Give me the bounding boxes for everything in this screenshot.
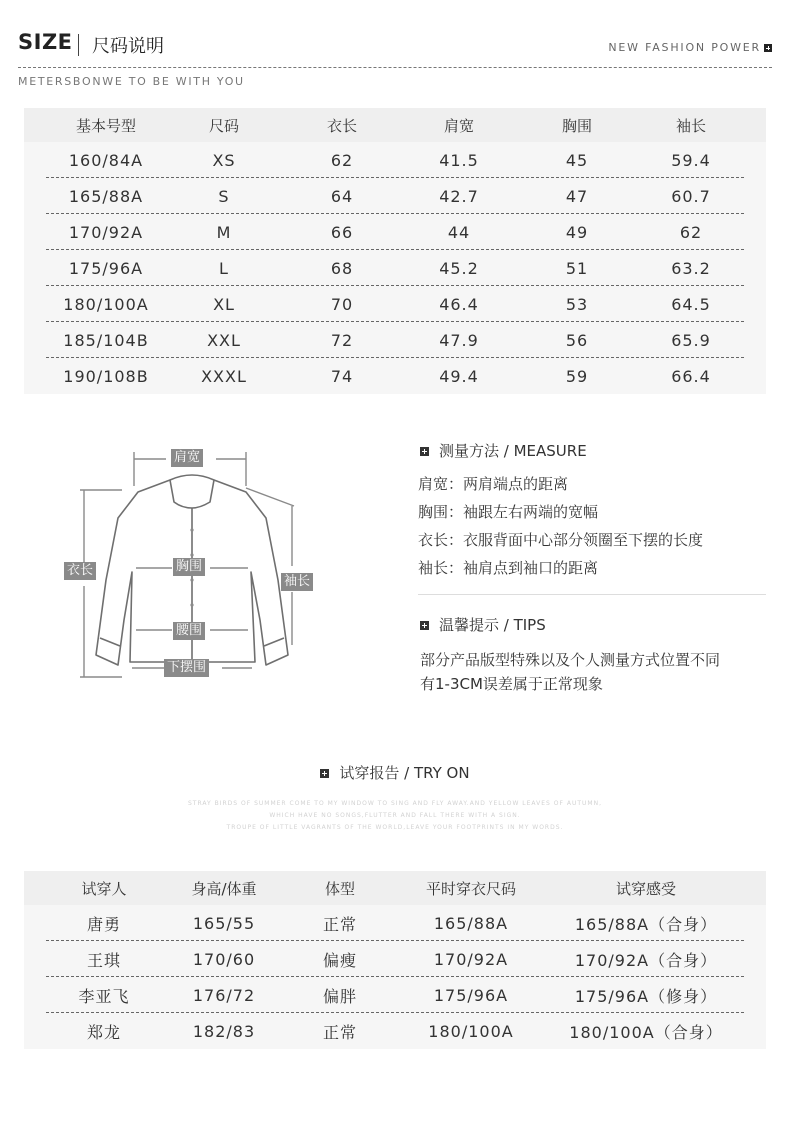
table-row: [24, 358, 766, 394]
chest-label: 胸围: [173, 558, 205, 576]
hem-label: 下摆围: [164, 659, 209, 677]
table-cell: 165/88A: [68, 186, 144, 206]
brand-slogan: METERSBONWE TO BE WITH YOU: [18, 75, 245, 88]
header-cell: 平时穿衣尺码: [425, 879, 516, 898]
header-cell: 衣长: [326, 116, 357, 135]
table-cell: 175/96A（修身）: [574, 986, 718, 1006]
table-cell: 165/88A: [433, 913, 509, 933]
table-row: [24, 905, 766, 941]
table-cell: 64.5: [671, 294, 711, 314]
decorative-text: STRAY BIRDS OF SUMMER COME TO MY WINDOW TO SING AND FLY AWAY.AND YELLOW LEAVES OF AUTUMN,: [188, 800, 602, 807]
table-cell: 170/60: [192, 949, 256, 969]
header-cell: 试穿人: [81, 879, 127, 898]
table-cell: 42.7: [439, 186, 479, 206]
table-row: [24, 1013, 766, 1049]
measure-line: 肩宽：两肩端点的距离: [418, 475, 569, 493]
shoulder-label: 肩宽: [171, 449, 203, 467]
table-cell: 45: [565, 150, 589, 170]
header-cell: 袖长: [675, 116, 706, 135]
header-cell: 肩宽: [443, 116, 474, 135]
tryon-table: [24, 871, 766, 1049]
table-cell: 60.7: [671, 186, 711, 206]
tips-line: 有1-3CM误差属于正常现象: [420, 675, 603, 693]
measure-heading: [420, 440, 587, 461]
table-cell: 70: [330, 294, 354, 314]
garment-measurement-diagram: [60, 440, 330, 690]
table-cell: 165/55: [192, 913, 256, 933]
table-cell: 182/83: [192, 1021, 256, 1041]
tips-line: 部分产品版型特殊以及个人测量方式位置不同: [420, 651, 721, 669]
tryon-heading-text: 试穿报告 / TRY ON: [339, 764, 470, 782]
table-cell: 正常: [322, 1022, 357, 1042]
table-cell: 65.9: [671, 330, 711, 350]
table-cell: 170/92A: [68, 222, 144, 242]
table-row: [24, 142, 766, 178]
table-cell: 180/100A（合身）: [569, 1022, 723, 1042]
table-cell: 47: [565, 186, 589, 206]
table-cell: 李亚飞: [78, 986, 130, 1006]
table-cell: 49.4: [439, 366, 479, 386]
table-cell: 45.2: [439, 258, 479, 278]
table-cell: 正常: [322, 914, 357, 934]
size-table: [24, 108, 766, 394]
table-cell: 53: [565, 294, 589, 314]
tips-body: [420, 648, 760, 696]
table-cell: XL: [213, 294, 235, 314]
waist-label: 腰围: [173, 622, 205, 640]
table-cell: 66: [330, 222, 354, 242]
length-label: 衣长: [64, 562, 96, 580]
table-cell: 185/104B: [63, 330, 149, 350]
table-row: [24, 977, 766, 1013]
table-cell: 62: [679, 222, 703, 242]
table-cell: S: [218, 186, 230, 206]
table-cell: 56: [565, 330, 589, 350]
table-cell: 59: [565, 366, 589, 386]
table-cell: L: [219, 258, 229, 278]
table-cell: 王琪: [86, 950, 121, 970]
table-row: [24, 286, 766, 322]
size-table-header: [24, 108, 766, 142]
table-cell: XXL: [207, 330, 241, 350]
size-subtitle: 尺码说明: [92, 36, 164, 57]
table-cell: 64: [330, 186, 354, 206]
table-cell: 160/84A: [68, 150, 144, 170]
header-dashed-divider: [18, 67, 772, 68]
table-row: [24, 214, 766, 250]
table-row: [24, 250, 766, 286]
plus-square-icon: [764, 44, 772, 52]
table-cell: 偏胖: [322, 986, 357, 1006]
header-cell: 尺码: [208, 116, 239, 135]
table-cell: 180/100A: [428, 1021, 514, 1041]
table-cell: 170/92A: [433, 949, 509, 969]
header-cell: 胸围: [561, 116, 592, 135]
decorative-text: WHICH HAVE NO SONGS,FLUTTER AND FALL THERE WITH A SIGN.: [269, 812, 521, 819]
table-cell: XS: [212, 150, 236, 170]
table-cell: 47.9: [439, 330, 479, 350]
table-row: [24, 178, 766, 214]
table-cell: 175/96A: [68, 258, 144, 278]
table-cell: 偏瘦: [322, 950, 357, 970]
table-cell: 190/108B: [63, 366, 149, 386]
measure-line: 胸围：袖跟左右两端的宽幅: [418, 503, 599, 521]
table-cell: 180/100A: [63, 294, 149, 314]
measure-line: 衣长：衣服背面中心部分领圈至下摆的长度: [418, 531, 704, 549]
table-cell: 68: [330, 258, 354, 278]
table-cell: 176/72: [192, 985, 256, 1005]
tips-heading: [420, 614, 546, 635]
sleeve-label: 袖长: [281, 573, 313, 591]
table-cell: XXXL: [201, 366, 247, 386]
decorative-text: TROUPE OF LITTLE VAGRANTS OF THE WORLD,LEAVE YOUR FOOTPRINTS IN MY WORDS.: [226, 824, 564, 831]
tips-heading-text: 温馨提示 / TIPS: [439, 616, 546, 634]
table-cell: 41.5: [439, 150, 479, 170]
plus-square-icon: [420, 447, 429, 456]
table-cell: 62: [330, 150, 354, 170]
header-cell: 体型: [324, 879, 355, 898]
table-cell: 49: [565, 222, 589, 242]
header-cell: 身高/体重: [191, 879, 257, 898]
header-cell: 基本号型: [75, 116, 136, 135]
table-cell: 165/88A（合身）: [574, 914, 718, 934]
table-cell: 51: [565, 258, 589, 278]
table-cell: 46.4: [439, 294, 479, 314]
tryon-heading: [0, 762, 790, 783]
table-cell: 74: [330, 366, 354, 386]
table-row: [24, 941, 766, 977]
measure-line: 袖长：袖肩点到袖口的距离: [418, 559, 599, 577]
plus-square-icon: [320, 769, 329, 778]
plus-square-icon: [420, 621, 429, 630]
table-cell: 44: [447, 222, 471, 242]
table-cell: 59.4: [671, 150, 711, 170]
table-cell: 郑龙: [86, 1022, 121, 1042]
header-divider: [78, 34, 79, 56]
table-cell: 175/96A: [433, 985, 509, 1005]
table-cell: 66.4: [671, 366, 711, 386]
table-cell: 72: [330, 330, 354, 350]
info-divider: [418, 594, 766, 595]
brand-tagline: [608, 41, 772, 54]
table-row: [24, 322, 766, 358]
table-cell: 63.2: [671, 258, 711, 278]
table-cell: 170/92A（合身）: [574, 950, 718, 970]
header-cell: 试穿感受: [615, 879, 676, 898]
measure-heading-text: 测量方法 / MEASURE: [439, 442, 587, 460]
brand-text: NEW FASHION POWER: [608, 41, 761, 54]
table-cell: 唐勇: [86, 914, 121, 934]
tryon-table-header: [24, 871, 766, 905]
table-cell: M: [216, 222, 232, 242]
size-title: SIZE: [18, 30, 73, 54]
